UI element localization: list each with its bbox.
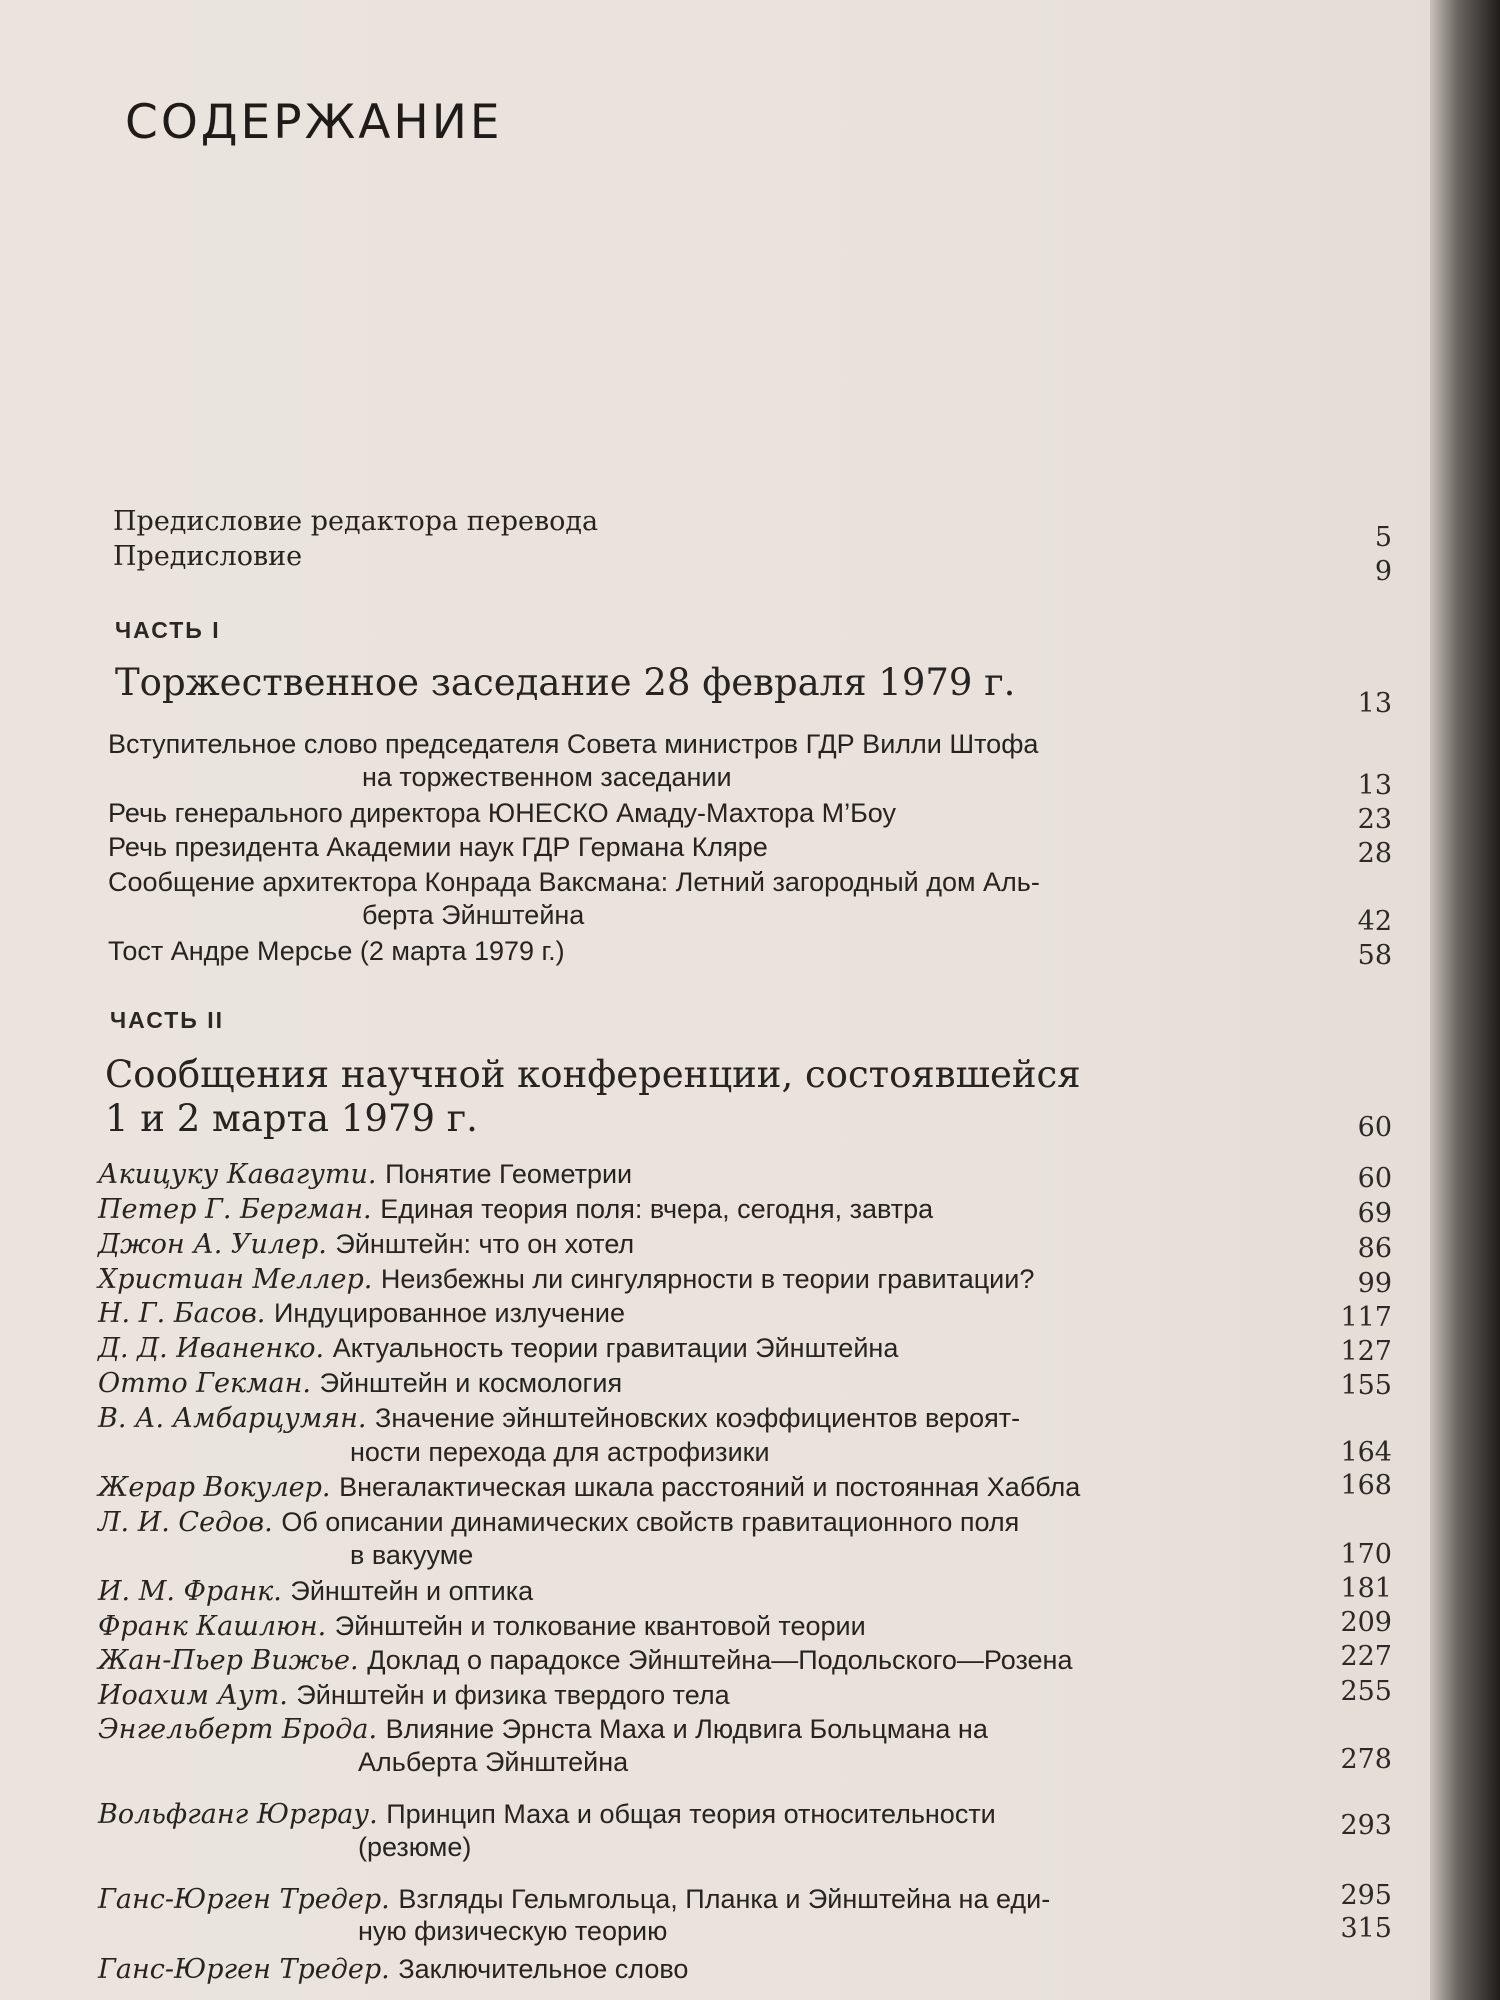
toc-entry-continuation: в вакууме [350, 1540, 474, 1570]
entry-title: Неизбежны ли сингулярности в теории гравитации? [380, 1264, 1035, 1294]
part-label: ЧАСТЬ II [110, 1007, 224, 1033]
page-number: 278 [1340, 1744, 1392, 1775]
page-number: 117 [1340, 1302, 1392, 1333]
page-number: 293 [1340, 1810, 1392, 1841]
entry-author: Христиан Меллер. [98, 1264, 373, 1295]
page-number: 86 [1357, 1233, 1392, 1264]
toc-entry: Сообщение архитектора Конрада Ваксмана: Летний загородный дом Аль- [108, 867, 1040, 897]
entry-title: Индуцированное излучение [273, 1298, 626, 1328]
page-number: 99 [1357, 1268, 1392, 1299]
page-number: 164 [1340, 1437, 1392, 1468]
page-number: 42 [1357, 906, 1392, 937]
toc-entry [98, 1401, 1020, 1436]
toc-entry [98, 1797, 996, 1832]
entry-author: В. А. Амбарцумян. [98, 1403, 367, 1434]
page-number: 170 [1340, 1539, 1392, 1570]
entry-title: Доклад о парадоксе Эйнштейна—Подольского—Розена [367, 1645, 1073, 1675]
toc-entry [98, 1192, 933, 1227]
entry-author: Вольфганг Юрграу. [98, 1799, 378, 1830]
entry-author: Джон А. Уилер. [98, 1229, 327, 1260]
entry-title: Взгляды Гельмгольца, Планка и Эйнштейна на еди- [398, 1884, 1051, 1914]
entry-author: Акицуку Кавагути. [98, 1159, 377, 1190]
part-label: ЧАСТЬ I [115, 617, 221, 643]
entry-author: Жан-Пьер Вижье. [98, 1645, 359, 1676]
toc-entry-continuation: (резюме) [358, 1832, 472, 1862]
entry-title: Понятие Геометрии [385, 1159, 633, 1189]
part-title-line-2: 1 и 2 марта 1979 г. [105, 1097, 478, 1140]
toc-entry [98, 1470, 1080, 1505]
entry-author: Ганс-Юрген Тредер. [98, 1884, 390, 1915]
page-number: 227 [1340, 1641, 1392, 1672]
page-number: 9 [1374, 556, 1392, 587]
entry-author: И. М. Франк. [98, 1576, 282, 1607]
toc-entry-continuation: на торжественном заседании [362, 762, 732, 792]
page-number: 69 [1357, 1198, 1392, 1229]
toc-entry-continuation: берта Эйнштейна [362, 900, 585, 930]
page-number: 13 [1357, 688, 1392, 719]
page-number: 13 [1357, 770, 1392, 801]
toc-entry [98, 1609, 866, 1644]
book-spine-shadow [1430, 0, 1500, 2000]
entry-author: Петер Г. Бергман. [98, 1194, 372, 1225]
entry-author: Франк Кашлюн. [98, 1611, 327, 1642]
part-title-line-1: Сообщения научной конференции, состоявшейся [105, 1053, 1081, 1096]
page-number: 60 [1357, 1163, 1392, 1194]
entry-title: Актуальность теории гравитации Эйнштейна [332, 1333, 899, 1363]
entry-title: Заключительное слово [398, 1954, 689, 1984]
toc-entry: Вступительное слово председателя Совета министров ГДР Вилли Штофа [108, 729, 1039, 759]
toc-entry [98, 1227, 634, 1262]
entry-author: Н. Г. Басов. [98, 1298, 266, 1329]
toc-entry [98, 1505, 1019, 1540]
toc-entry: Речь президента Академии наук ГДР Германа Кляре [108, 832, 768, 862]
toc-entry [98, 1331, 898, 1366]
page-number: 5 [1374, 522, 1392, 553]
toc-entry [98, 1574, 533, 1609]
page-number: 181 [1340, 1573, 1392, 1604]
page-number: 315 [1340, 1913, 1392, 1944]
toc-entry-continuation: Альберта Эйнштейна [358, 1747, 629, 1777]
entry-title: Эйнштейн и космология [319, 1368, 623, 1398]
entry-title: Влияние Эрнста Маха и Людвига Больцмана на [385, 1714, 988, 1744]
entry-title: Эйнштейн: что он хотел [335, 1229, 635, 1259]
entry-author: Энгельберт Брода. [98, 1714, 378, 1745]
page-number: 155 [1340, 1370, 1392, 1401]
toc-entry-continuation: ности перехода для астрофизики [350, 1437, 770, 1467]
entry-title: Эйнштейн и оптика [290, 1576, 534, 1606]
page-number: 209 [1340, 1607, 1392, 1638]
toc-entry: Тост Андре Мерсье (2 марта 1979 г.) [108, 936, 565, 966]
toc-entry-continuation: ную физическую теорию [358, 1916, 668, 1946]
page-number: 23 [1357, 804, 1392, 835]
toc-entry [98, 1366, 622, 1401]
entry-title: Эйнштейн и физика твердого тела [296, 1680, 730, 1710]
toc-entry [98, 1882, 1050, 1917]
toc-entry-front-1: Предисловие [113, 541, 303, 572]
entry-title: Эйнштейн и толкование квантовой теории [334, 1611, 866, 1641]
page-title: СОДЕРЖАНИЕ [125, 95, 503, 150]
toc-entry [98, 1712, 988, 1747]
entry-author: Отто Гекман. [98, 1368, 312, 1399]
page-number: 58 [1357, 940, 1392, 971]
toc-entry [98, 1678, 730, 1713]
entry-author: Ганс-Юрген Тредер. [98, 1954, 390, 1985]
part-title: Торжественное заседание 28 февраля 1979 г. [115, 661, 1016, 704]
toc-entry [98, 1952, 688, 1987]
page-number: 28 [1357, 838, 1392, 869]
toc-entry [98, 1296, 625, 1331]
entry-title: Значение эйнштейновских коэффициентов вероят- [375, 1403, 1021, 1433]
entry-author: Д. Д. Иваненко. [98, 1333, 325, 1364]
toc-entry [98, 1262, 1034, 1297]
toc-entry [98, 1157, 632, 1192]
page-number: 168 [1340, 1470, 1392, 1501]
toc-entry: Речь генерального директора ЮНЕСКО Амаду-Махтора М’Боу [108, 798, 897, 828]
entry-title: Внегалактическая шкала расстояний и постоянная Хаббла [339, 1472, 1081, 1502]
entry-author: Иоахим Аут. [98, 1680, 288, 1711]
page-number: 255 [1340, 1676, 1392, 1707]
page-number: 60 [1357, 1112, 1392, 1143]
entry-title: Единая теория поля: вчера, сегодня, завтра [380, 1194, 934, 1224]
toc-entry [98, 1643, 1073, 1678]
entry-title: Об описании динамических свойств гравитационного поля [281, 1507, 1020, 1537]
page-number: 295 [1340, 1880, 1392, 1911]
toc-entry-front-0: Предисловие редактора перевода [113, 506, 599, 537]
entry-author: Жерар Вокулер. [98, 1472, 331, 1503]
entry-author: Л. И. Седов. [98, 1507, 273, 1538]
entry-title: Принцип Маха и общая теория относительности [386, 1799, 996, 1829]
page-number: 127 [1340, 1336, 1392, 1367]
